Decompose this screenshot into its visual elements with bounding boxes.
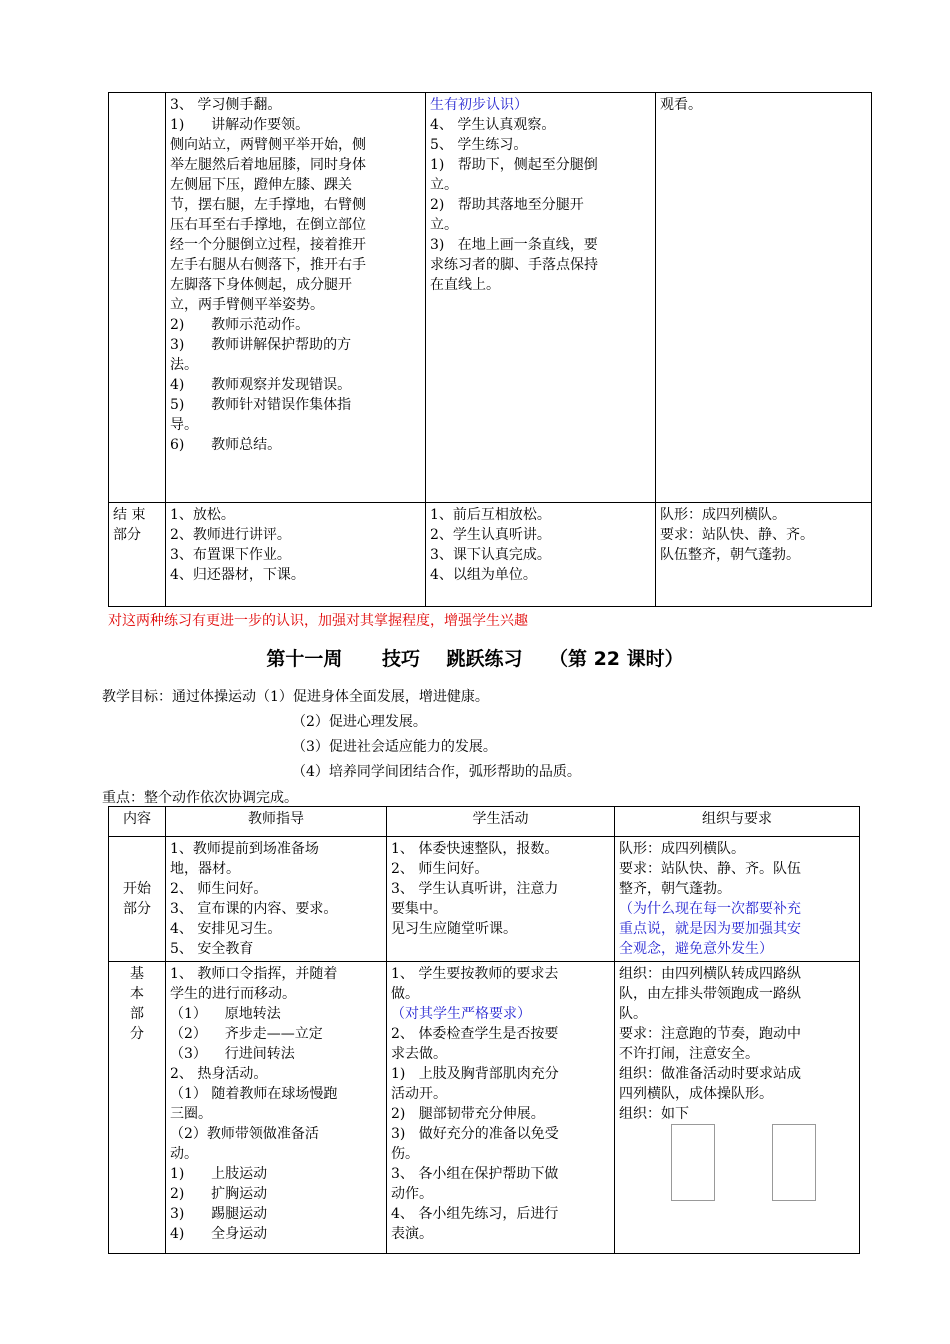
teaching-goal-4: （4）培养同学间团结合作，弧形帮助的品质。 (292, 764, 581, 780)
text-line: 1、放松。 (170, 507, 235, 523)
ending-teacher-cell (166, 503, 426, 607)
text-line: 队。 (619, 1006, 647, 1022)
text-line: 开始 (123, 881, 151, 897)
text-line: 观看。 (660, 97, 702, 113)
text-line: 重点说，就是因为要加强其安 (619, 921, 801, 937)
text-line: 1、前后互相放松。 (430, 507, 551, 523)
text-line: 5、 安全教育 (170, 941, 254, 957)
text-line: 法。 (170, 357, 198, 373)
text-line: 组织：由四列横队转成四路纵 (619, 966, 801, 982)
text-line: （3） 行进间转法 (170, 1046, 295, 1062)
text-line: 经一个分腿倒立过程，接着推开 (170, 237, 366, 253)
text-line: （2）教师带领做准备活 (170, 1126, 319, 1142)
text-line: 4、 安排见习生。 (170, 921, 282, 937)
text-line: 4、以组为单位。 (430, 567, 537, 583)
text-line: 组织：如下 (619, 1106, 689, 1122)
text-line: 4、 各小组先练习，后进行 (391, 1206, 559, 1222)
text-line: 立，两手臂侧平举姿势。 (170, 297, 324, 313)
text-line: 三圈。 (170, 1106, 212, 1122)
header-student: 学生活动 (387, 807, 615, 837)
student-requirement-blue: （对其学生严格要求） (391, 1006, 531, 1022)
start-teacher-cell (166, 837, 387, 962)
text-line: 3、 宣布课的内容、要求。 (170, 901, 338, 917)
text-line: 3) 做好充分的准备以免受 (391, 1126, 559, 1142)
text-line: 3) 教师讲解保护帮助的方 (170, 337, 352, 353)
text-line: 动作。 (391, 1186, 433, 1202)
basic-section-label (109, 962, 166, 1254)
text-line: 1) 帮助下，侧起至分腿倒 (430, 157, 598, 173)
basic-teacher-cell (166, 962, 387, 1254)
start-organization-cell (615, 837, 860, 962)
basic-organization-cell (615, 962, 860, 1254)
text-line: 2) 扩胸运动 (170, 1186, 268, 1202)
text-line: 1) 上肢运动 (170, 1166, 268, 1182)
text-line: 2、 体委检查学生是否按要 (391, 1026, 559, 1042)
text-line: 队形：成四列横队。 (660, 507, 786, 523)
teacher-guidance-cell (166, 93, 426, 503)
text-line: 6) 教师总结。 (170, 437, 282, 453)
text-line: 2) 帮助其落地至分腿开 (430, 197, 584, 213)
text-line: 2、 热身活动。 (170, 1066, 268, 1082)
lesson-table-continued (108, 92, 872, 607)
text-line: 求去做。 (391, 1046, 447, 1062)
text-line: 3、课下认真完成。 (430, 547, 551, 563)
text-line: 四列横队，成体操队形。 (619, 1086, 773, 1102)
text-line: （1） 原地转法 (170, 1006, 281, 1022)
text-line: 3) 踢腿运动 (170, 1206, 268, 1222)
text-line: 队，由左排头带领跑成一路纵 (619, 986, 801, 1002)
text-line: 左侧屈下压，蹬伸左膝、踝关 (170, 177, 352, 193)
key-point: 重点：整个动作依次协调完成。 (102, 790, 298, 806)
text-line: 学生的进行而移动。 (170, 986, 296, 1002)
teaching-goal-1: 教学目标：通过体操运动（1）促进身体全面发展，增进健康。 (102, 689, 489, 705)
text-line: 要求：站队快、静、齐。队伍 (619, 861, 801, 877)
text-line: 不许打闹，注意安全。 (619, 1046, 759, 1062)
header-teacher: 教师指导 (166, 807, 387, 837)
text-line: 左手右腿从右侧落下，推开右手 (170, 257, 366, 273)
text-line: 表演。 (391, 1226, 433, 1242)
text-line: 基 (130, 966, 144, 982)
text-line: 2) 腿部韧带充分伸展。 (391, 1106, 545, 1122)
text-line: 做。 (391, 986, 419, 1002)
header-content: 内容 (109, 807, 166, 837)
basic-student-cell (387, 962, 615, 1254)
text-line: 3、 学习侧手翻。 (170, 97, 282, 113)
text-line: （2） 齐步走——立定 (170, 1026, 323, 1042)
text-line: 2、学生认真听讲。 (430, 527, 551, 543)
text-line: 4、归还器材，下课。 (170, 567, 305, 583)
student-activity-cell (426, 93, 656, 503)
text-line: 5) 教师针对错误作集体指 (170, 397, 352, 413)
text-line: 求练习者的脚、手落点保持 (430, 257, 598, 273)
text-line: 压右耳至右手撑地，在倒立部位 (170, 217, 366, 233)
formation-box-left (671, 1124, 715, 1201)
text-line: 节，摆右腿，左手撑地，右臂侧 (170, 197, 366, 213)
text-line: 1) 讲解动作要领。 (170, 117, 310, 133)
text-line: 部分 (113, 527, 141, 543)
text-line: 导。 (170, 417, 198, 433)
text-line: 要求：站队快、静、齐。 (660, 527, 814, 543)
text-line: 要求：注意跑的节奏，跑动中 (619, 1026, 801, 1042)
text-line: （1） 随着教师在球场慢跑 (170, 1086, 338, 1102)
text-line: 3、 各小组在保护帮助下做 (391, 1166, 559, 1182)
red-note: 对这两种练习有更进一步的认识，加强对其掌握程度，增强学生兴趣 (108, 613, 528, 629)
text-line: 队伍整齐，朝气蓬勃。 (660, 547, 800, 563)
text-line: 本 (130, 986, 144, 1002)
text-line: 2、 师生问好。 (170, 881, 268, 897)
teaching-goal-3: （3）促进社会适应能力的发展。 (292, 739, 497, 755)
text-line: 1、教师提前到场准备场 (170, 841, 319, 857)
text-line: 2、 师生问好。 (391, 861, 489, 877)
ending-organization-cell (656, 503, 872, 607)
lesson-plan-table (108, 806, 860, 1254)
text-line: 全观念，避免意外发生） (619, 941, 773, 957)
text-line: 组织：做准备活动时要求站成 (619, 1066, 801, 1082)
text-line: 在直线上。 (430, 277, 500, 293)
text-line: 地，器材。 (170, 861, 240, 877)
text-line: 整齐，朝气蓬勃。 (619, 881, 731, 897)
text-line: 4) 全身运动 (170, 1226, 268, 1242)
text-line: 2) 教师示范动作。 (170, 317, 310, 333)
text-line: 分 (130, 1026, 144, 1042)
organization-cell (656, 93, 872, 503)
student-note-blue: 生有初步认识） (430, 97, 528, 113)
text-line: 活动开。 (391, 1086, 447, 1102)
text-line: 部分 (123, 901, 151, 917)
text-line: 4) 教师观察并发现错误。 (170, 377, 352, 393)
formation-box-right (772, 1124, 816, 1201)
text-line: 4、 学生认真观察。 (430, 117, 556, 133)
text-line: 结 束 (113, 507, 146, 523)
text-line: 3) 在地上画一条直线，要 (430, 237, 598, 253)
text-line: 见习生应随堂听课。 (391, 921, 517, 937)
text-line: 3、 学生认真听讲，注意力 (391, 881, 559, 897)
text-line: 3、布置课下作业。 (170, 547, 291, 563)
text-line: 侧向站立，两臂侧平举开始，侧 (170, 137, 366, 153)
start-student-cell (387, 837, 615, 962)
text-line: 1、 体委快速整队，报数。 (391, 841, 559, 857)
start-section-label (109, 837, 166, 962)
text-line: 动。 (170, 1146, 198, 1162)
text-line: 要集中。 (391, 901, 447, 917)
text-line: 立。 (430, 217, 458, 233)
ending-student-cell (426, 503, 656, 607)
teaching-goal-2: （2）促进心理发展。 (292, 714, 427, 730)
text-line: 举左腿然后着地屈膝，同时身体 (170, 157, 366, 173)
text-line: 部 (130, 1006, 144, 1022)
section-label-cell (109, 93, 166, 503)
text-line: 2、教师进行讲评。 (170, 527, 291, 543)
text-line: 1、 教师口令指挥，并随着 (170, 966, 338, 982)
text-line: （为什么现在每一次都要补充 (619, 901, 801, 917)
text-line: 左脚落下身体侧起，成分腿开 (170, 277, 352, 293)
text-line: 5、 学生练习。 (430, 137, 528, 153)
text-line: 1) 上肢及胸背部肌肉充分 (391, 1066, 559, 1082)
text-line: 立。 (430, 177, 458, 193)
lesson-title: 第十一周 技巧 跳跃练习 （第 22 课时） (266, 648, 684, 670)
text-line: 队形：成四列横队。 (619, 841, 745, 857)
text-line: 伤。 (391, 1146, 419, 1162)
header-organization: 组织与要求 (615, 807, 860, 837)
text-line: 1、 学生要按教师的要求去 (391, 966, 559, 982)
ending-section-label (109, 503, 166, 607)
